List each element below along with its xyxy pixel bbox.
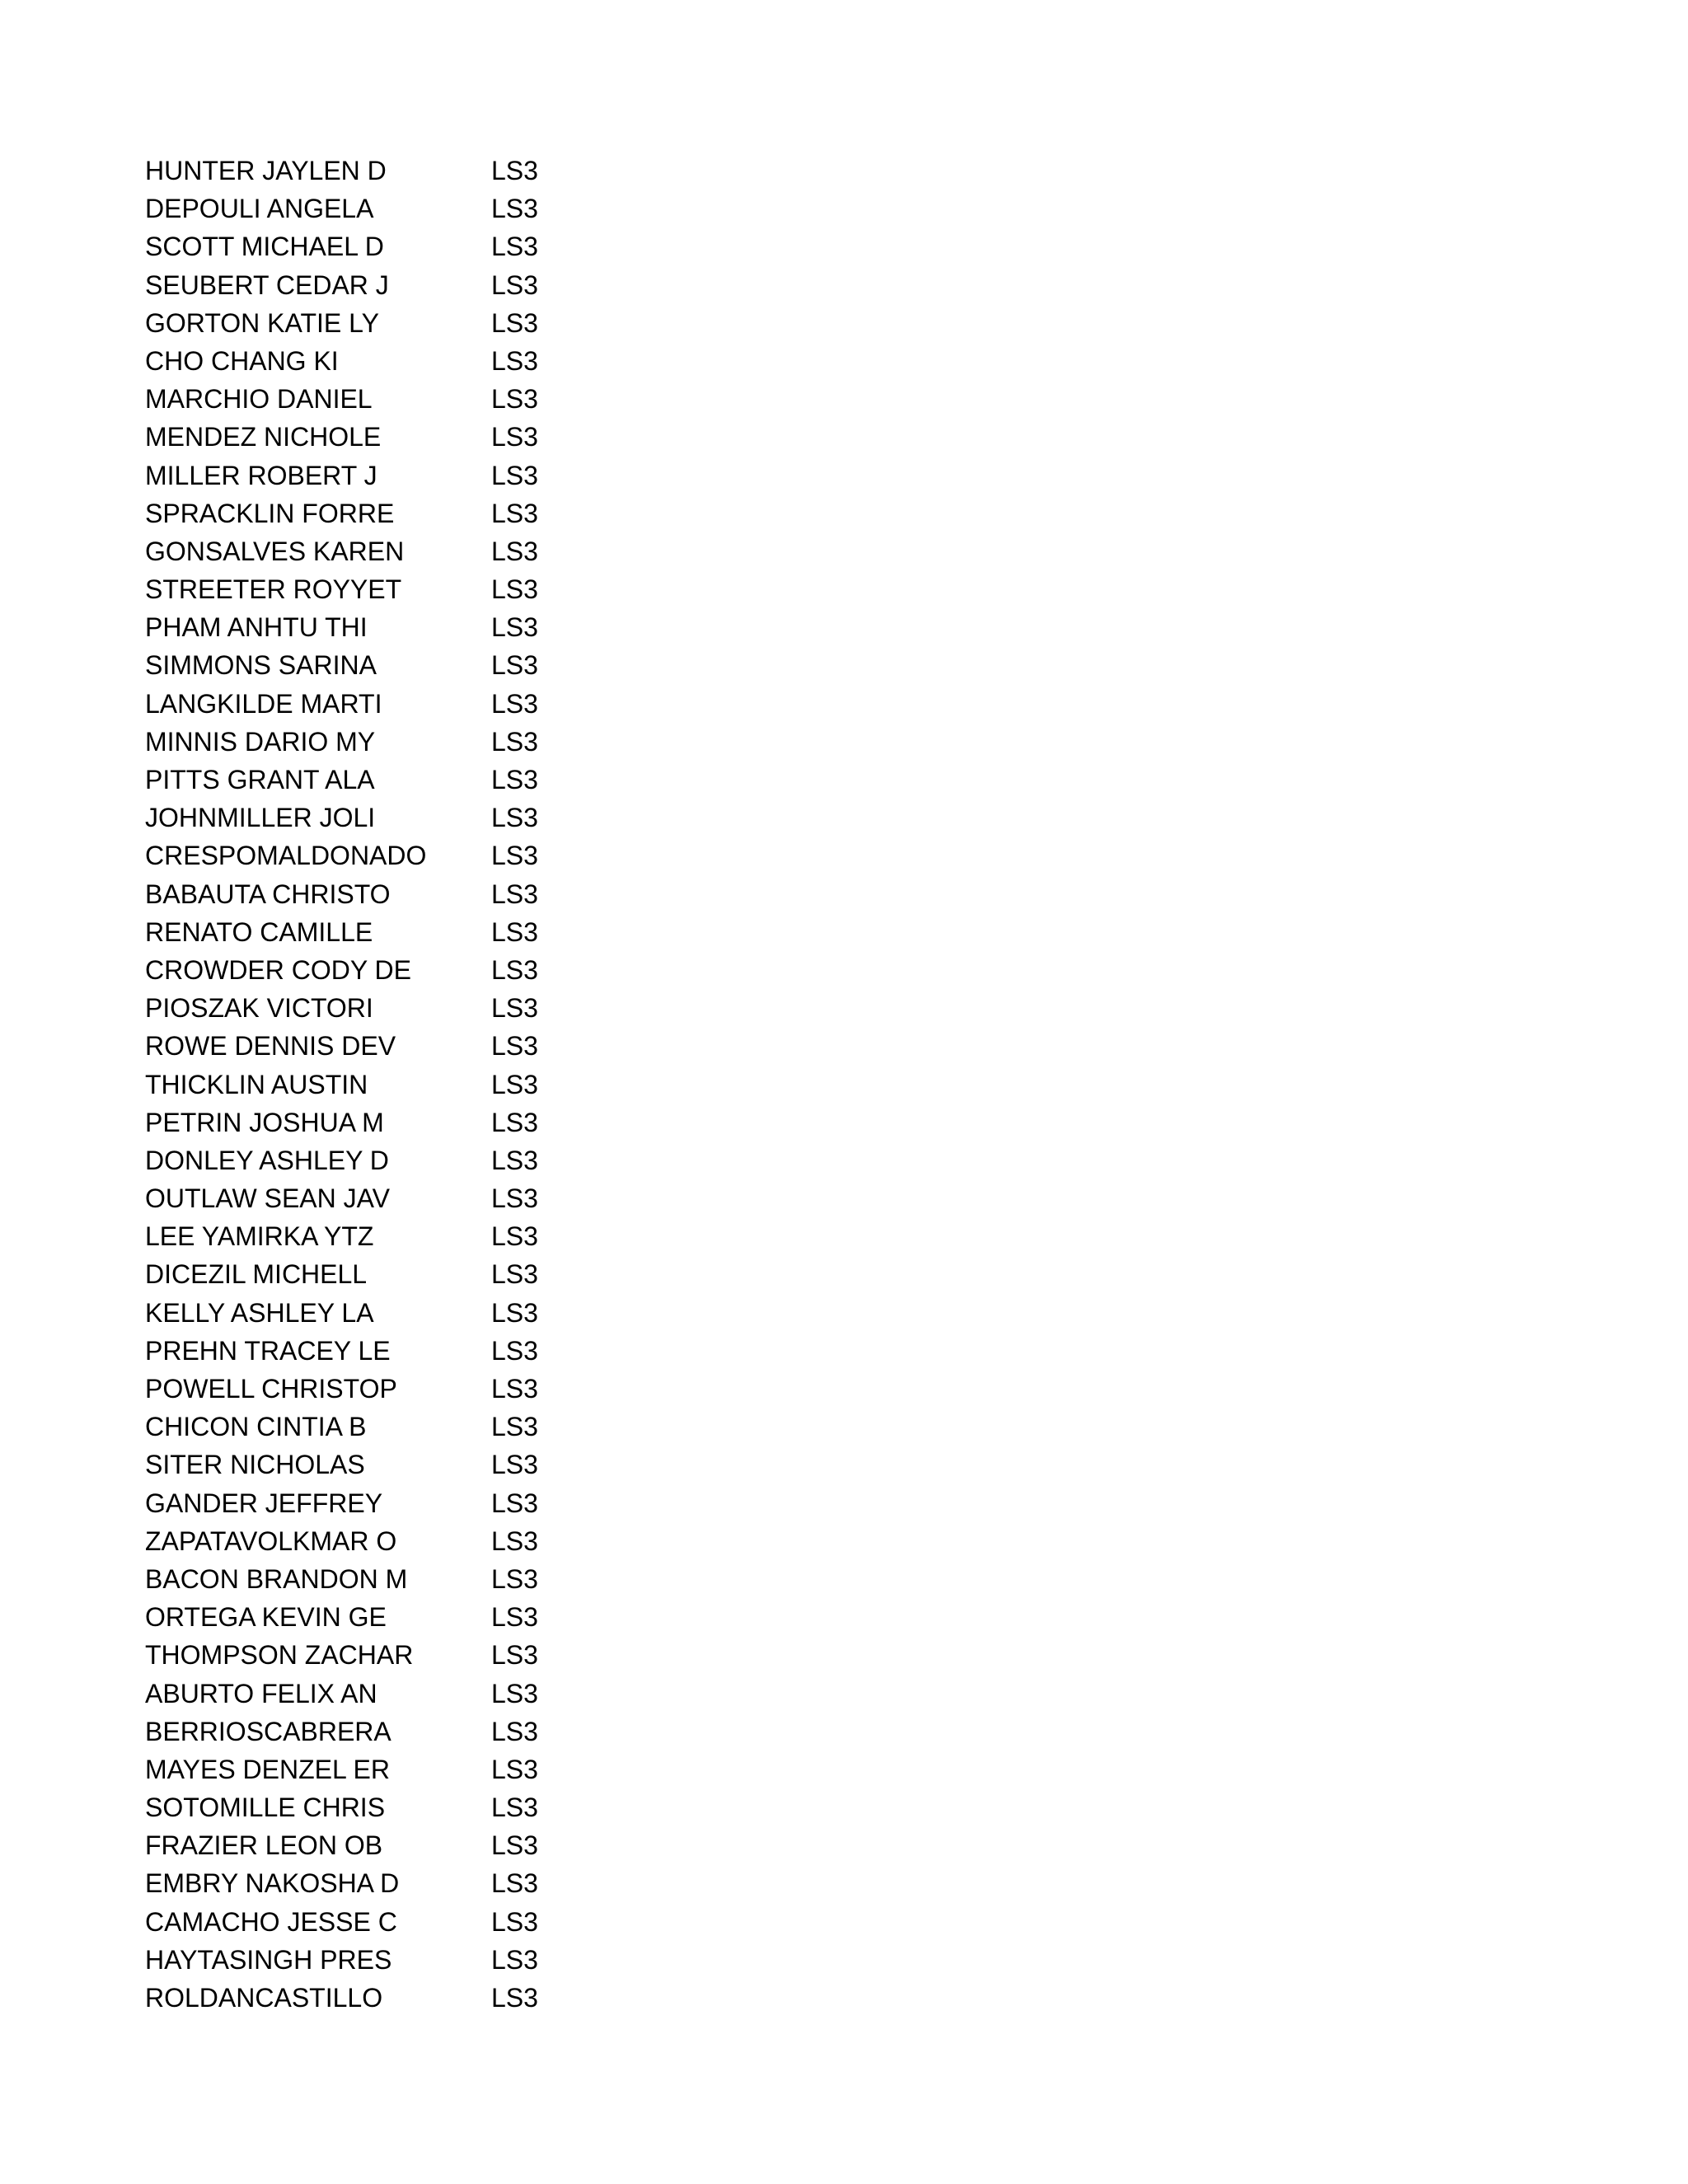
list-row [145, 1294, 722, 1332]
row-name: GONSALVES KAREN [145, 536, 405, 566]
list-row [145, 1066, 722, 1104]
list-row [145, 723, 722, 761]
list-row [145, 913, 722, 951]
list-row [145, 1408, 722, 1446]
list-row [145, 799, 722, 837]
list-row [145, 1864, 722, 1902]
list-row [145, 1255, 722, 1293]
row-name: PHAM ANHTU THI [145, 612, 368, 643]
row-code: LS3 [491, 1602, 538, 1633]
row-name: CHO CHANG KI [145, 345, 339, 376]
row-code: LS3 [491, 879, 538, 909]
row-code: LS3 [491, 498, 538, 528]
list-row [145, 837, 722, 874]
row-name: HUNTER JAYLEN D [145, 156, 387, 185]
row-name: ZAPATAVOLKMAR O [145, 1526, 397, 1556]
row-name: KELLY ASHLEY LA [145, 1297, 374, 1328]
row-code: LS3 [491, 1526, 538, 1556]
row-name: SEUBERT CEDAR J [145, 269, 389, 300]
row-name: OUTLAW SEAN JAV [145, 1183, 390, 1214]
row-name: LEE YAMIRKA YTZ [145, 1221, 374, 1252]
row-name: THICKLIN AUSTIN [145, 1069, 368, 1099]
row-code: LS3 [491, 1107, 538, 1137]
list-row [145, 1522, 722, 1560]
row-code: LS3 [491, 460, 538, 490]
list-row [145, 1598, 722, 1636]
row-code: LS3 [491, 993, 538, 1024]
row-code: LS3 [491, 1640, 538, 1671]
row-code: LS3 [491, 574, 538, 605]
row-code: LS3 [491, 1983, 538, 2013]
list-row [145, 342, 722, 380]
row-code: LS3 [491, 232, 538, 262]
row-code: LS3 [491, 1297, 538, 1328]
list-row [145, 570, 722, 608]
list-row [145, 1446, 722, 1483]
row-code: LS3 [491, 1716, 538, 1746]
row-name: CROWDER CODY DE [145, 954, 411, 985]
row-code: LS3 [491, 1221, 538, 1252]
row-code: LS3 [491, 688, 538, 719]
row-code: LS3 [491, 422, 538, 452]
list-row [145, 1141, 722, 1179]
list-row [145, 227, 722, 265]
list-row [145, 532, 722, 570]
row-name: GORTON KATIE LY [145, 307, 379, 338]
list-row [145, 1713, 722, 1750]
row-name: CRESPOMALDONADO [145, 841, 427, 871]
list-row [145, 1027, 722, 1065]
list-row [145, 1636, 722, 1674]
row-name: EMBRY NAKOSHA D [145, 1868, 400, 1899]
list-row [145, 266, 722, 304]
row-name: PITTS GRANT ALA [145, 765, 375, 794]
row-code: LS3 [491, 307, 538, 338]
row-name: DEPOULI ANGELA [145, 194, 374, 224]
row-code: LS3 [491, 1944, 538, 1975]
list-row [145, 646, 722, 684]
row-name: HAYTASINGH PRES [145, 1944, 392, 1975]
list-row [145, 494, 722, 532]
row-code: LS3 [491, 156, 538, 185]
row-code: LS3 [491, 1793, 538, 1823]
row-code: LS3 [491, 1830, 538, 1861]
row-name: DICEZIL MICHELL [145, 1259, 368, 1290]
list-row [145, 1903, 722, 1941]
list-row [145, 1979, 722, 2017]
row-name: ABURTO FELIX AN [145, 1678, 377, 1708]
list-row [145, 304, 722, 342]
list-row [145, 951, 722, 989]
list-row [145, 1104, 722, 1141]
list-row [145, 1750, 722, 1788]
list-row [145, 875, 722, 913]
list-row [145, 152, 722, 190]
list-row [145, 989, 722, 1027]
row-name: POWELL CHRISTOP [145, 1374, 397, 1404]
row-code: LS3 [491, 1678, 538, 1708]
row-name: PIOSZAK VICTORI [145, 993, 373, 1024]
row-code: LS3 [491, 1069, 538, 1099]
row-code: LS3 [491, 650, 538, 681]
row-code: LS3 [491, 1488, 538, 1518]
row-name: STREETER ROYYET [145, 574, 402, 605]
list-row [145, 1826, 722, 1864]
row-code: LS3 [491, 1906, 538, 1937]
row-code: LS3 [491, 384, 538, 415]
row-name: ROLDANCASTILLO [145, 1983, 383, 2013]
row-code: LS3 [491, 1868, 538, 1899]
row-code: LS3 [491, 1031, 538, 1062]
row-name: MINNIS DARIO MY [145, 726, 376, 757]
name-list [145, 152, 722, 2017]
row-code: LS3 [491, 1183, 538, 1214]
row-code: LS3 [491, 841, 538, 871]
row-code: LS3 [491, 1374, 538, 1404]
row-name: BACON BRANDON M [145, 1563, 408, 1594]
row-code: LS3 [491, 954, 538, 985]
row-code: LS3 [491, 536, 538, 566]
row-name: ROWE DENNIS DEV [145, 1031, 396, 1062]
list-row [145, 1941, 722, 1979]
row-name: CHICON CINTIA B [145, 1412, 367, 1442]
row-code: LS3 [491, 765, 538, 794]
row-name: PREHN TRACEY LE [145, 1335, 391, 1366]
row-name: RENATO CAMILLE [145, 916, 373, 947]
row-code: LS3 [491, 726, 538, 757]
list-row [145, 457, 722, 494]
row-code: LS3 [491, 803, 538, 833]
row-name: MILLER ROBERT J [145, 460, 377, 490]
row-name: LANGKILDE MARTI [145, 688, 382, 719]
list-row [145, 190, 722, 227]
row-name: FRAZIER LEON OB [145, 1830, 383, 1861]
row-name: BABAUTA CHRISTO [145, 879, 391, 909]
row-code: LS3 [491, 1335, 538, 1366]
list-row [145, 1217, 722, 1255]
row-code: LS3 [491, 1412, 538, 1442]
row-name: MARCHIO DANIEL [145, 384, 373, 415]
row-name: SITER NICHOLAS [145, 1450, 365, 1480]
list-row [145, 1370, 722, 1408]
list-row [145, 418, 722, 456]
row-name: CAMACHO JESSE C [145, 1906, 397, 1937]
list-row [145, 1484, 722, 1522]
row-name: MAYES DENZEL ER [145, 1754, 390, 1784]
row-name: ORTEGA KEVIN GE [145, 1602, 387, 1633]
row-name: JOHNMILLER JOLI [145, 803, 376, 833]
list-row [145, 1788, 722, 1826]
row-code: LS3 [491, 612, 538, 643]
row-code: LS3 [491, 916, 538, 947]
row-name: SCOTT MICHAEL D [145, 232, 384, 262]
row-name: SOTOMILLE CHRIS [145, 1793, 386, 1823]
row-code: LS3 [491, 1145, 538, 1175]
row-code: LS3 [491, 345, 538, 376]
row-name: PETRIN JOSHUA M [145, 1107, 384, 1137]
row-name: SPRACKLIN FORRE [145, 498, 395, 528]
row-code: LS3 [491, 1259, 538, 1290]
list-row [145, 1179, 722, 1217]
row-name: GANDER JEFFREY [145, 1488, 383, 1518]
list-row [145, 608, 722, 646]
list-row [145, 1560, 722, 1598]
list-row [145, 761, 722, 799]
row-code: LS3 [491, 194, 538, 224]
row-name: DONLEY ASHLEY D [145, 1145, 389, 1175]
row-name: SIMMONS SARINA [145, 650, 377, 681]
row-name: MENDEZ NICHOLE [145, 422, 382, 452]
row-code: LS3 [491, 1563, 538, 1594]
row-name: THOMPSON ZACHAR [145, 1640, 414, 1671]
row-code: LS3 [491, 1754, 538, 1784]
row-code: LS3 [491, 269, 538, 300]
row-name: BERRIOSCABRERA [145, 1716, 392, 1746]
row-code: LS3 [491, 1450, 538, 1480]
list-row [145, 380, 722, 418]
list-row [145, 1675, 722, 1713]
list-row [145, 1332, 722, 1370]
list-row [145, 685, 722, 723]
